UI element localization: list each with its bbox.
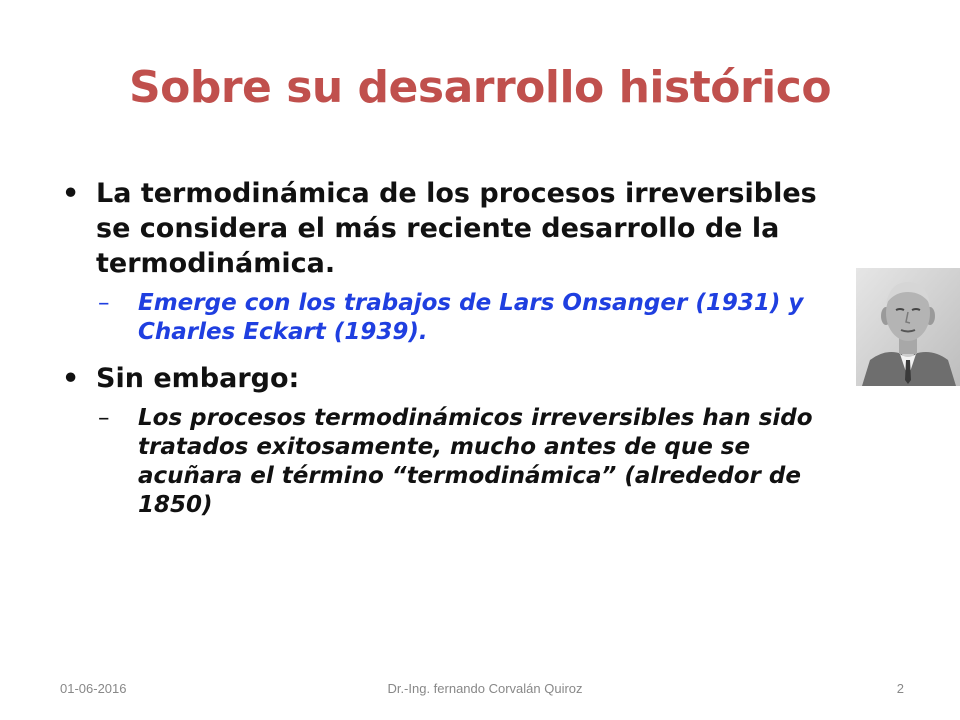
slide-body xyxy=(58,176,858,520)
dash-icon: – xyxy=(98,290,110,316)
footer-page-number: 2 xyxy=(896,681,904,696)
footer-date: 01-06-2016 xyxy=(60,681,127,696)
bullet-item-1 xyxy=(58,176,858,281)
bullet-dot-icon: • xyxy=(62,363,80,394)
portrait-photo xyxy=(856,268,960,386)
sub-bullet-text-1: Emerge con los trabajos de Lars Onsanger (1931) y Charles Eckart (1939). xyxy=(138,290,804,345)
slide-title: Sobre su desarrollo histórico xyxy=(128,62,832,113)
sub-bullet-item-2 xyxy=(58,404,858,520)
bullet-dot-icon: • xyxy=(62,178,80,209)
sub-bullet-text-2: Los procesos termodinámicos irreversibles han sido tratados exitosamente, mucho antes de que se acuñara el término “termodinámica” (alrededor de 1850) xyxy=(138,405,813,518)
sub-bullet-item-1 xyxy=(58,289,858,347)
dash-icon: – xyxy=(98,405,110,431)
footer-author: Dr.-Ing. fernando Corvalán Quiroz xyxy=(387,681,583,696)
portrait-icon xyxy=(856,268,960,386)
bullet-text-2: Sin embargo: xyxy=(96,363,300,394)
bullet-item-2 xyxy=(58,361,858,396)
bullet-text-1: La termodinámica de los procesos irreversibles se considera el más reciente desarrollo de la termodinámica. xyxy=(96,178,817,279)
